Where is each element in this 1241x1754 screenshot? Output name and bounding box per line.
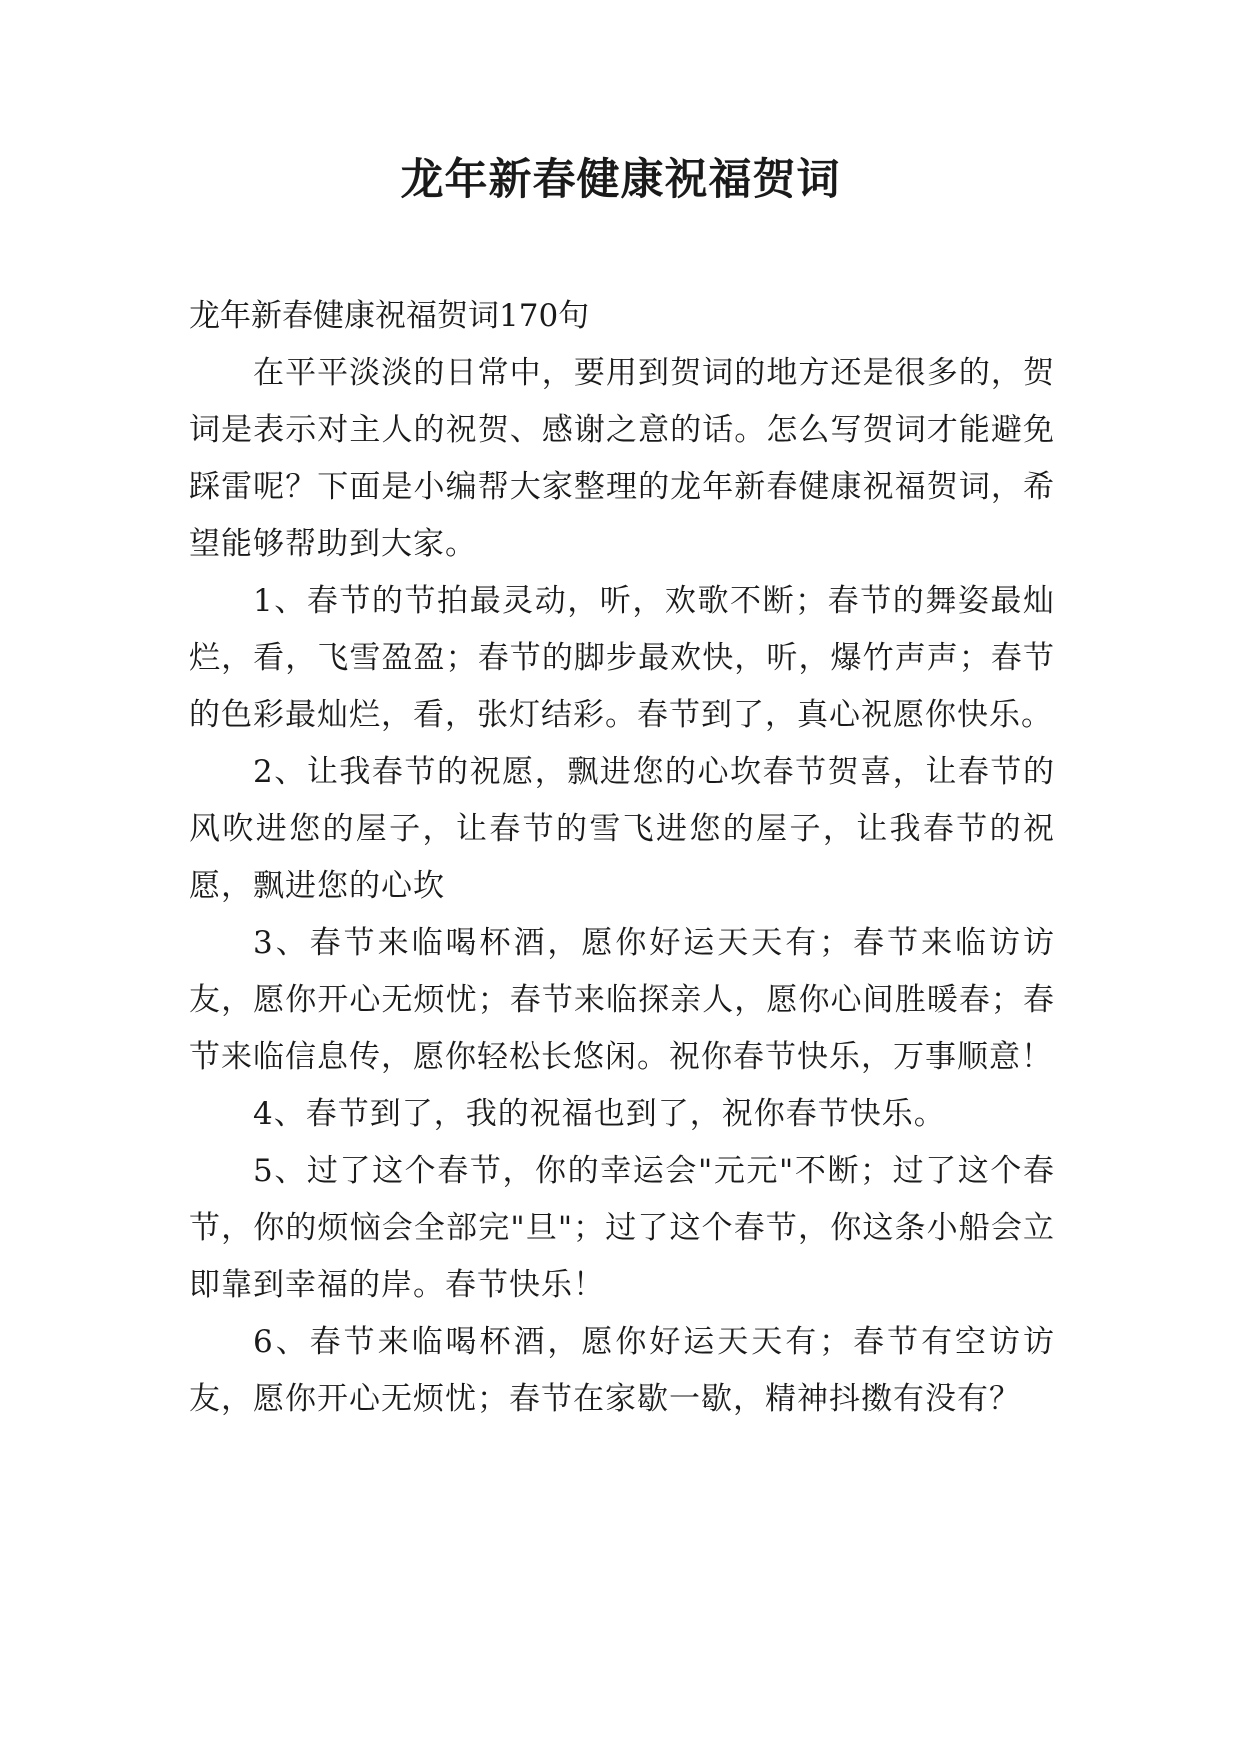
greeting-item-6: 6、春节来临喝杯酒，愿你好运天天有；春节有空访访友，愿你开心无烦忧；春节在家歇一歇，精神抖擞有没有？ [189, 1324, 1055, 1417]
greeting-item-1: 1、春节的节拍最灵动，听，欢歌不断；春节的舞姿最灿烂，看，飞雪盈盈；春节的脚步最欢快，听，爆竹声声；春节的色彩最灿烂，看，张灯结彩。春节到了，真心祝愿你快乐。 [189, 583, 1055, 733]
document-title: 龙年新春健康祝福贺词 [400, 155, 841, 205]
greeting-item-2: 2、让我春节的祝愿，飘进您的心坎春节贺喜，让春节的风吹进您的屋子，让春节的雪飞进您的屋子，让我春节的祝愿，飘进您的心坎 [189, 754, 1055, 904]
document-body [189, 288, 1055, 1428]
greeting-item-4: 4、春节到了，我的祝福也到了，祝你春节快乐。 [253, 1096, 946, 1132]
greeting-item-3: 3、春节来临喝杯酒，愿你好运天天有；春节来临访访友，愿你开心无烦忧；春节来临探亲人，愿你心间胜暖春；春节来临信息传，愿你轻松长悠闲。祝你春节快乐，万事顺意！ [189, 925, 1055, 1075]
greeting-item-5: 5、过了这个春节，你的幸运会"元元"不断；过了这个春节，你的烦恼会全部完"旦"；过了这个春节，你这条小船会立即靠到幸福的岸。春节快乐！ [189, 1153, 1055, 1303]
intro-paragraph: 在平平淡淡的日常中，要用到贺词的地方还是很多的，贺词是表示对主人的祝贺、感谢之意的话。怎么写贺词才能避免踩雷呢？下面是小编帮大家整理的龙年新春健康祝福贺词，希望能够帮助到大家。 [189, 355, 1055, 562]
document-subtitle: 龙年新春健康祝福贺词170句 [189, 298, 590, 334]
